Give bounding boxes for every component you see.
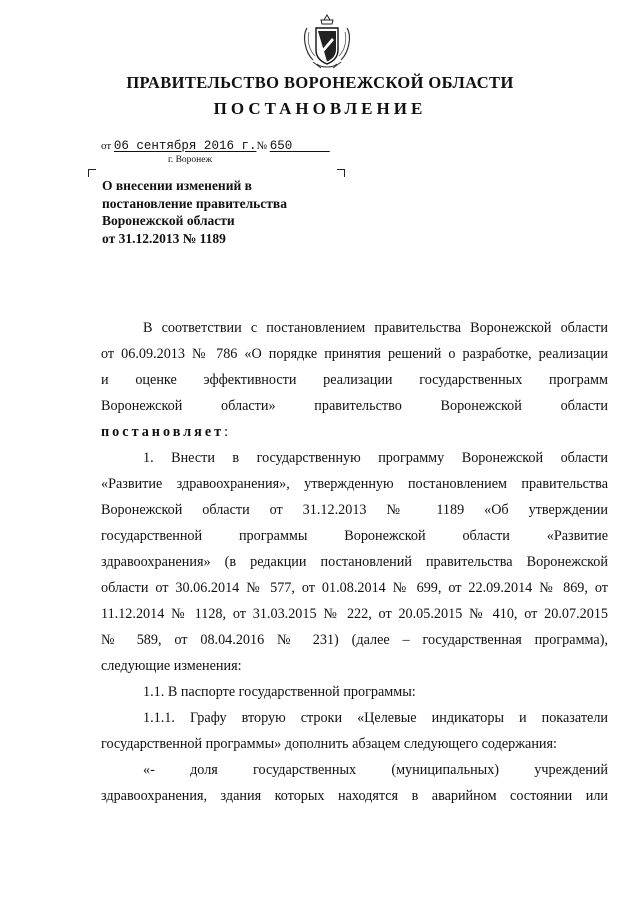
- body-line: 1. Внести в государственную программу Воронежской области: [143, 450, 608, 466]
- government-name: ПРАВИТЕЛЬСТВО ВОРОНЕЖСКОЙ ОБЛАСТИ: [126, 73, 514, 92]
- body-line: Воронежской области от 31.12.2013 № 1189 «Об утверждении: [101, 502, 608, 518]
- body-line: государственной программы» дополнить абзацем следующего содержания:: [101, 736, 557, 752]
- document-date: 06 сентября 2016 г.: [113, 139, 257, 153]
- subject-line: О внесении изменений в: [102, 178, 252, 193]
- subject-line: постановление правительства: [102, 195, 287, 211]
- decree-line: постановляет:: [101, 424, 229, 440]
- number-label: №: [256, 140, 267, 152]
- body-line: «Развитие здравоохранения», утвержденную постановлением правительства: [101, 476, 608, 492]
- document-type: ПОСТАНОВЛЕНИЕ: [213, 99, 427, 118]
- body-line: здравоохранения» (в редакции постановлений правительства Воронежской: [101, 554, 608, 570]
- body-line: 1.1.1. Графу вторую строки «Целевые индикаторы и показатели: [143, 710, 608, 726]
- body-line: государственной программы Воронежской области «Развитие: [101, 528, 608, 544]
- document-body: [101, 315, 608, 809]
- decree-word: постановляет: [101, 424, 225, 440]
- body-line: 1.1. В паспорте государственной программы:: [143, 684, 416, 700]
- body-line: Воронежской области» правительство Воронежской области: [101, 398, 608, 414]
- body-line: следующие изменения:: [101, 658, 242, 674]
- subject-line: от 31.12.2013 № 1189: [102, 230, 226, 246]
- document-number: 650: [269, 139, 293, 153]
- coat-of-arms-emblem: [299, 12, 355, 74]
- body-line: В соответствии с постановлением правительства Воронежской области: [143, 320, 608, 336]
- subject-line: Воронежской области: [102, 213, 235, 228]
- body-line: № 589, от 08.04.2016 № 231) (далее – государственная программа),: [101, 632, 608, 648]
- body-line: здравоохранения, здания которых находятся в аварийном состоянии или: [101, 788, 608, 804]
- body-line: 11.12.2014 № 1128, от 31.03.2015 № 222, от 20.05.2015 № 410, от 20.07.2015: [101, 606, 608, 622]
- document-subject: [102, 177, 342, 247]
- body-line: области от 30.06.2014 № 577, от 01.08.2014 № 699, от 22.09.2014 № 869, от: [101, 580, 608, 596]
- body-line: и оценке эффективности реализации государственных программ: [101, 372, 608, 388]
- date-number-line: [101, 139, 330, 153]
- body-line: «- доля государственных (муниципальных) учреждений: [143, 762, 608, 778]
- body-line: от 06.09.2013 № 786 «О порядке принятия решений о разработке, реализации: [101, 346, 608, 362]
- date-prefix: от: [101, 140, 112, 152]
- subject-bracket-right: [337, 169, 345, 177]
- subject-bracket-left: [88, 169, 96, 177]
- city: г. Воронеж: [168, 155, 213, 165]
